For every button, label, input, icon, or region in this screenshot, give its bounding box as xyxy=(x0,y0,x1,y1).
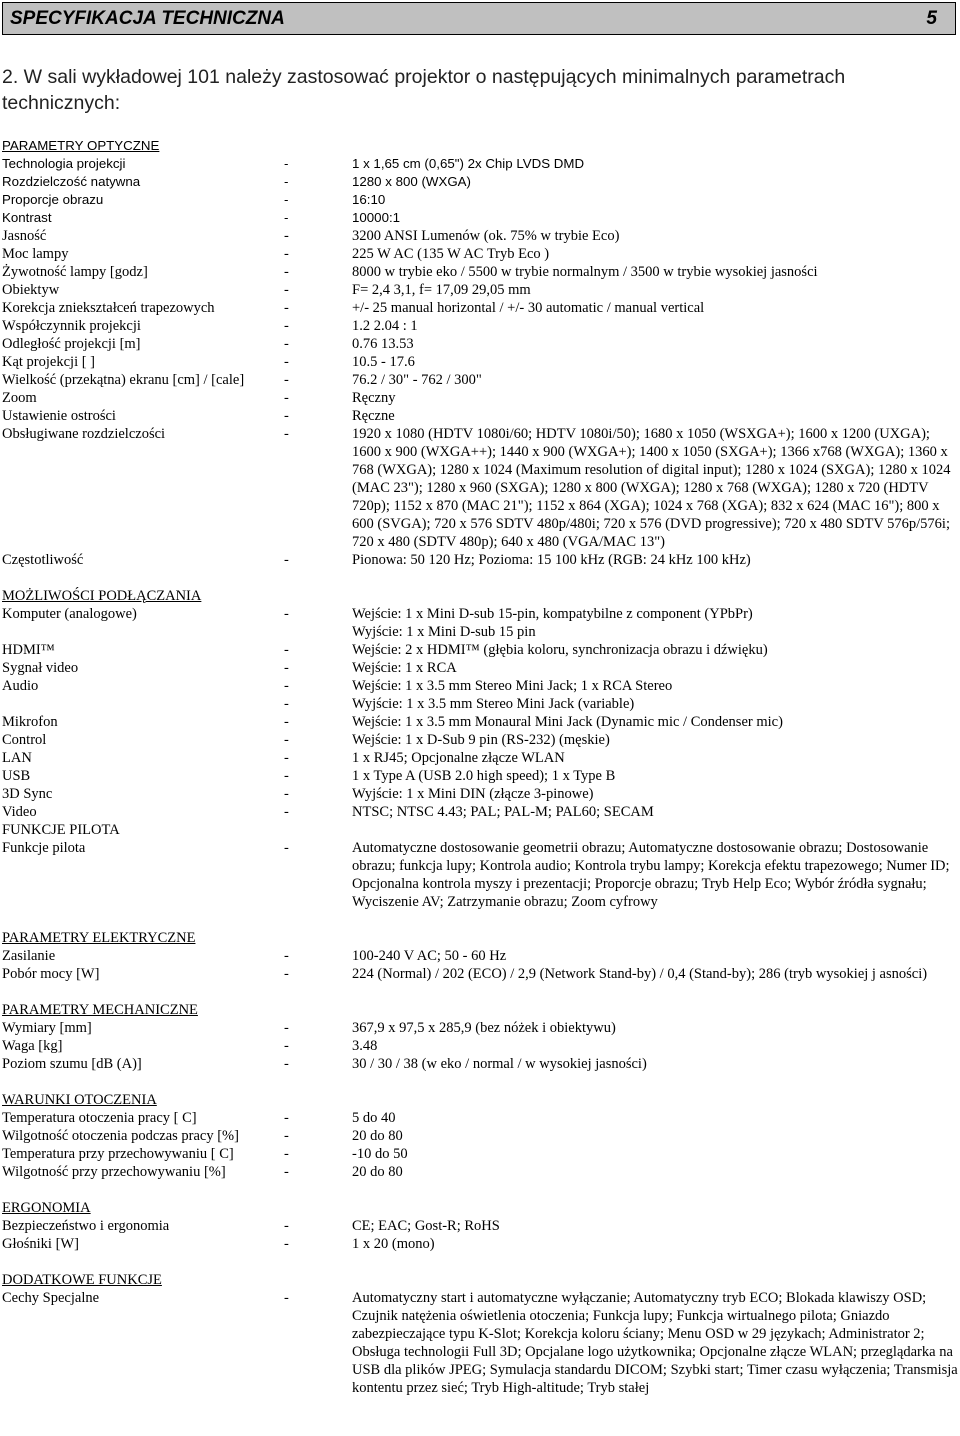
spec-row xyxy=(2,1109,958,1127)
spec-value: Wejście: 1 x RCA xyxy=(352,660,457,676)
spec-row xyxy=(2,1235,958,1253)
spec-dash: - xyxy=(284,408,289,424)
spec-dash: - xyxy=(284,336,289,352)
spec-label: Korekcja zniekształceń trapezowych xyxy=(2,300,215,316)
spec-value: 3.48 xyxy=(352,1038,378,1054)
spec-dash: - xyxy=(284,354,289,370)
spec-value: 1 x 20 (mono) xyxy=(352,1236,435,1252)
spec-label: LAN xyxy=(2,750,32,766)
spec-row xyxy=(2,713,958,731)
spec-row xyxy=(2,191,958,209)
spec-value: 1 x Type A (USB 2.0 high speed); 1 x Type B xyxy=(352,768,616,784)
spec-row xyxy=(2,839,958,911)
spec-label: Control xyxy=(2,732,47,748)
spec-dash: - xyxy=(284,1128,289,1144)
spec-label xyxy=(2,623,284,641)
spec-dash: - xyxy=(284,750,289,766)
spec-dash: - xyxy=(284,1020,289,1036)
spec-label: Video xyxy=(2,804,37,820)
spec-dash: - xyxy=(284,372,289,388)
spec-label: Waga [kg] xyxy=(2,1038,63,1054)
spec-dash: - xyxy=(284,966,289,982)
document-title: SPECYFIKACJA TECHNICZNA xyxy=(10,8,285,29)
spec-dash: - xyxy=(284,1038,289,1054)
spec-row xyxy=(2,389,958,407)
spec-row xyxy=(2,227,958,245)
spec-row xyxy=(2,605,958,623)
spec-row xyxy=(2,1055,958,1073)
spec-value: 224 (Normal) / 202 (ECO) / 2,9 (Network Stand-by) / 0,4 (Stand-by); 286 (tryb wysokiej j asności) xyxy=(352,966,928,982)
page-number: 5 xyxy=(926,8,937,29)
spec-dash: - xyxy=(284,732,289,748)
spec-row xyxy=(2,1145,958,1163)
spec-dash: - xyxy=(284,1164,289,1180)
spec-label: Temperatura przy przechowywaniu [ C] xyxy=(2,1146,234,1162)
spec-value: Ręczne xyxy=(352,408,395,424)
spec-row xyxy=(2,641,958,659)
spec-label: Poziom szumu [dB (A)] xyxy=(2,1056,142,1072)
spec-row xyxy=(2,407,958,425)
spec-value: 10.5 - 17.6 xyxy=(352,354,415,370)
spec-dash: - xyxy=(284,192,289,207)
spec-label: Wilgotność przy przechowywaniu [%] xyxy=(2,1164,226,1180)
spec-dash: - xyxy=(284,246,289,262)
spec-dash: - xyxy=(284,948,289,964)
spec-dash: - xyxy=(284,768,289,784)
spec-dash: - xyxy=(284,660,289,676)
spec-label: HDMI™ xyxy=(2,642,55,658)
spec-dash: - xyxy=(284,1056,289,1072)
spec-label: Ustawienie ostrości xyxy=(2,408,116,424)
spec-value: 1 x 1,65 cm (0,65") 2x Chip LVDS DMD xyxy=(352,156,585,171)
spec-label: Jasność xyxy=(2,228,47,244)
spec-dash: - xyxy=(284,228,289,244)
spec-row xyxy=(2,1127,958,1145)
spec-value: 0.76 13.53 xyxy=(352,336,414,352)
spec-value: 76.2 / 30" - 762 / 300" xyxy=(352,372,482,388)
spec-value: 30 / 30 / 38 (w eko / normal / w wysokiej jasności) xyxy=(352,1056,647,1072)
spec-dash: - xyxy=(284,840,289,856)
spec-label: Rozdzielczość natywna xyxy=(2,174,141,189)
spec-row xyxy=(2,749,958,767)
spec-label: Pobór mocy [W] xyxy=(2,966,100,982)
spec-value: CE; EAC; Gost-R; RoHS xyxy=(352,1218,500,1234)
spec-label: Funkcje pilota xyxy=(2,840,86,856)
spec-row xyxy=(2,551,958,569)
spec-label: Mikrofon xyxy=(2,714,58,730)
spec-value: Wejście: 1 x D-Sub 9 pin (RS-232) (męskie) xyxy=(352,732,610,748)
spec-value: 1.2 2.04 : 1 xyxy=(352,318,418,334)
spec-row xyxy=(2,425,958,551)
spec-row xyxy=(2,1163,958,1181)
spec-content xyxy=(2,137,958,1397)
spec-label: Sygnał video xyxy=(2,660,79,676)
page-header xyxy=(2,2,956,35)
spec-value: Pionowa: 50 120 Hz; Pozioma: 15 100 kHz (RGB: 24 kHz 100 kHz) xyxy=(352,552,751,568)
spec-dash: - xyxy=(284,156,289,171)
spec-label: Bezpieczeństwo i ergonomia xyxy=(2,1218,170,1234)
spec-value: -10 do 50 xyxy=(352,1146,408,1162)
spec-label: Temperatura otoczenia pracy [ C] xyxy=(2,1110,197,1126)
spec-label: Wilgotność otoczenia podczas pracy [%] xyxy=(2,1128,239,1144)
spec-row xyxy=(2,731,958,749)
spec-label: Częstotliwość xyxy=(2,552,84,568)
spec-row xyxy=(2,947,958,965)
spec-label: Wymiary [mm] xyxy=(2,1020,92,1036)
spec-value: F= 2,4 3,1, f= 17,09 29,05 mm xyxy=(352,282,531,298)
spec-label: Zasilanie xyxy=(2,948,56,964)
spec-dash: - xyxy=(284,786,289,802)
spec-label: USB xyxy=(2,768,31,784)
spec-label: Kontrast xyxy=(2,210,52,225)
spec-value: 20 do 80 xyxy=(352,1164,403,1180)
spec-row xyxy=(2,245,958,263)
spec-label: Kąt projekcji [ ] xyxy=(2,354,96,370)
spec-label: Współczynnik projekcji xyxy=(2,318,141,334)
spec-dash: - xyxy=(284,714,289,730)
spec-label: Zoom xyxy=(2,390,37,406)
section-title-remote: FUNKCJE PILOTA xyxy=(2,822,120,838)
spec-row xyxy=(2,803,958,821)
spec-label: 3D Sync xyxy=(2,786,53,802)
section-title-extra: DODATKOWE FUNKCJE xyxy=(2,1272,162,1288)
section-title-ergonomics: ERGONOMIA xyxy=(2,1200,91,1216)
spec-row xyxy=(2,1019,958,1037)
spec-dash: - xyxy=(284,210,289,225)
spec-label: Cechy Specjalne xyxy=(2,1290,100,1306)
spec-dash: - xyxy=(284,804,289,820)
section-title-connections: MOŻLIWOŚCI PODŁĄCZANIA xyxy=(2,588,202,604)
section-title-electrical: PARAMETRY ELEKTRYCZNE xyxy=(2,930,196,946)
spec-row xyxy=(2,695,958,713)
spec-label: Obiektyw xyxy=(2,282,60,298)
spec-row xyxy=(2,209,958,227)
spec-label: Moc lampy xyxy=(2,246,69,262)
spec-value: Wejście: 1 x 3.5 mm Stereo Mini Jack; 1 x RCA Stereo xyxy=(352,678,673,694)
spec-label: Głośniki [W] xyxy=(2,1236,79,1252)
spec-row xyxy=(2,317,958,335)
spec-value: 100-240 V AC; 50 - 60 Hz xyxy=(352,948,507,964)
spec-label: Proporcje obrazu xyxy=(2,192,104,207)
spec-dash: - xyxy=(284,1218,289,1234)
spec-value: Wejście: 1 x Mini D-sub 15-pin, kompatybilne z component (YPbPr) xyxy=(352,606,753,622)
spec-row xyxy=(2,155,958,173)
spec-dash: - xyxy=(284,318,289,334)
spec-value: 5 do 40 xyxy=(352,1110,396,1126)
spec-row xyxy=(2,623,958,641)
spec-dash: - xyxy=(284,300,289,316)
spec-label: Komputer (analogowe) xyxy=(2,606,137,622)
spec-value: 10000:1 xyxy=(352,210,401,225)
spec-row xyxy=(2,371,958,389)
spec-value: Wejście: 1 x 3.5 mm Monaural Mini Jack (Dynamic mic / Condenser mic) xyxy=(352,714,783,730)
spec-value: 8000 w trybie eko / 5500 w trybie normalnym / 3500 w trybie wysokiej jasności xyxy=(352,264,818,280)
spec-value: NTSC; NTSC 4.43; PAL; PAL-M; PAL60; SECAM xyxy=(352,804,654,820)
spec-row xyxy=(2,659,958,677)
section-title-optical: PARAMETRY OPTYCZNE xyxy=(2,138,160,153)
spec-row xyxy=(2,785,958,803)
spec-label: Odległość projekcji [m] xyxy=(2,336,141,352)
spec-value: Wyjście: 1 x 3.5 mm Stereo Mini Jack (variable) xyxy=(352,696,635,712)
spec-dash: - xyxy=(284,264,289,280)
spec-value: 1280 x 800 (WXGA) xyxy=(352,174,471,189)
spec-value: Automatyczne dostosowanie geometrii obrazu; Automatyczne dostosowanie obrazu; Dostosowanie obrazu; funkcja lupy; Kontrola audio; Kontrola trybu lampy; Korekcja efektu trapezowego; Numer ID; Opcjonalna kontrola myszy i prezentacji; Proporcje obrazu; Tryb Help Eco; Wybór źródła sygnału; Wyciszenie AV; Zatrzymanie obrazu; Zoom cyfrowy xyxy=(352,840,950,910)
spec-row xyxy=(2,965,958,983)
spec-row xyxy=(2,767,958,785)
spec-value: 367,9 x 97,5 x 285,9 (bez nóżek i obiektywu) xyxy=(352,1020,616,1036)
spec-dash: - xyxy=(284,642,289,658)
spec-dash: - xyxy=(284,696,289,712)
spec-value: +/- 25 manual horizontal / +/- 30 automatic / manual vertical xyxy=(352,300,705,316)
spec-row xyxy=(2,173,958,191)
spec-dash: - xyxy=(284,552,289,568)
spec-label: Żywotność lampy [godz] xyxy=(2,264,148,280)
spec-row xyxy=(2,677,958,695)
spec-row xyxy=(2,353,958,371)
spec-dash: - xyxy=(284,174,289,189)
spec-dash: - xyxy=(284,390,289,406)
spec-value: 3200 ANSI Lumenów (ok. 75% w trybie Eco) xyxy=(352,228,620,244)
spec-dash: - xyxy=(284,1290,289,1306)
spec-dash: - xyxy=(284,1110,289,1126)
spec-value: Wyjście: 1 x Mini DIN (złącze 3-pinowe) xyxy=(352,786,594,802)
intro-paragraph: 2. W sali wykładowej 101 należy zastosować projektor o następujących minimalnych parametrach technicznych: xyxy=(2,66,846,114)
spec-dash: - xyxy=(284,1236,289,1252)
spec-value: Wejście: 2 x HDMI™ (głębia koloru, synchronizacja obrazu i dźwięku) xyxy=(352,642,768,658)
spec-label: Technologia projekcji xyxy=(2,156,126,171)
spec-value: 16:10 xyxy=(352,192,386,207)
spec-row xyxy=(2,335,958,353)
spec-dash: - xyxy=(284,282,289,298)
spec-dash: - xyxy=(284,606,289,622)
spec-row xyxy=(2,1217,958,1235)
spec-value: Wyjście: 1 x Mini D-sub 15 pin xyxy=(352,624,536,640)
spec-dash xyxy=(284,623,352,641)
spec-row xyxy=(2,281,958,299)
spec-row xyxy=(2,1289,958,1397)
section-title-environment: WARUNKI OTOCZENIA xyxy=(2,1092,157,1108)
spec-value: 20 do 80 xyxy=(352,1128,403,1144)
spec-label: Wielkość (przekątna) ekranu [cm] / [cale] xyxy=(2,372,245,388)
spec-label: Audio xyxy=(2,678,39,694)
section-title-mechanical: PARAMETRY MECHANICZNE xyxy=(2,1002,198,1018)
spec-dash: - xyxy=(284,426,289,442)
spec-value: Ręczny xyxy=(352,390,396,406)
spec-row xyxy=(2,299,958,317)
spec-label xyxy=(2,695,284,713)
spec-value: 1920 x 1080 (HDTV 1080i/60; HDTV 1080i/50); 1680 x 1050 (WSXGA+); 1600 x 1200 (UXGA); 1600 x 900 (WXGA++); 1440 x 900 (WXGA+); 1400 x 1050 (SXGA+); 1366 x768 (WXGA); 1360 x 768 (WXGA); 1280 x 1024 (Maximum resolution of digital input); 1280 x 1024 (SXGA); 1280 x 1024 (MAC 23"); 1280 x 960 (SXGA); 1280 x 800 (WXGA); 1280 x 768 (WXGA); 1280 x 720 (HDTV 720p); 1152 x 870 (MAC 21"); 1152 x 864 (XGA); 1024 x 768 (XGA); 832 x 624 (MAC 16"); 800 x 600 (SVGA); 720 x 576 SDTV 480p/480i; 720 x 576 (DVD progressive); 720 x 480 SDTV 576p/576i; 720 x 480 (SDTV 480p); 640 x 480 (VGA/MAC 13") xyxy=(352,426,951,550)
spec-value: 225 W AC (135 W AC Tryb Eco ) xyxy=(352,246,550,262)
spec-value: 1 x RJ45; Opcjonalne złącze WLAN xyxy=(352,750,565,766)
spec-row xyxy=(2,1037,958,1055)
spec-dash: - xyxy=(284,678,289,694)
spec-row xyxy=(2,263,958,281)
spec-label: Obsługiwane rozdzielczości xyxy=(2,426,166,442)
spec-value: Automatyczny start i automatyczne wyłączanie; Automatyczny tryb ECO; Blokada klawiszy OSD; Czujnik natężenia oświetlenia otoczenia; Funkcja lupy; Funkcja wirtualnego pilota; Gniazdo zabezpieczające typu K-Slot; Korekcja koloru ściany; Menu OSD w 29 językach; Administrator 2; Obsługa technologii Full 3D; Opcjalane logo użytkownika; Opcjonalne złącze WLAN; przeglądarka na USB dla plików JPEG; Symulacja standardu DICOM; Szybki start; Timer czasu wyłączenia; Transmisja kontentu przez sieć; Tryb High-altitude; Tryb stałej xyxy=(352,1290,958,1396)
spec-dash: - xyxy=(284,1146,289,1162)
